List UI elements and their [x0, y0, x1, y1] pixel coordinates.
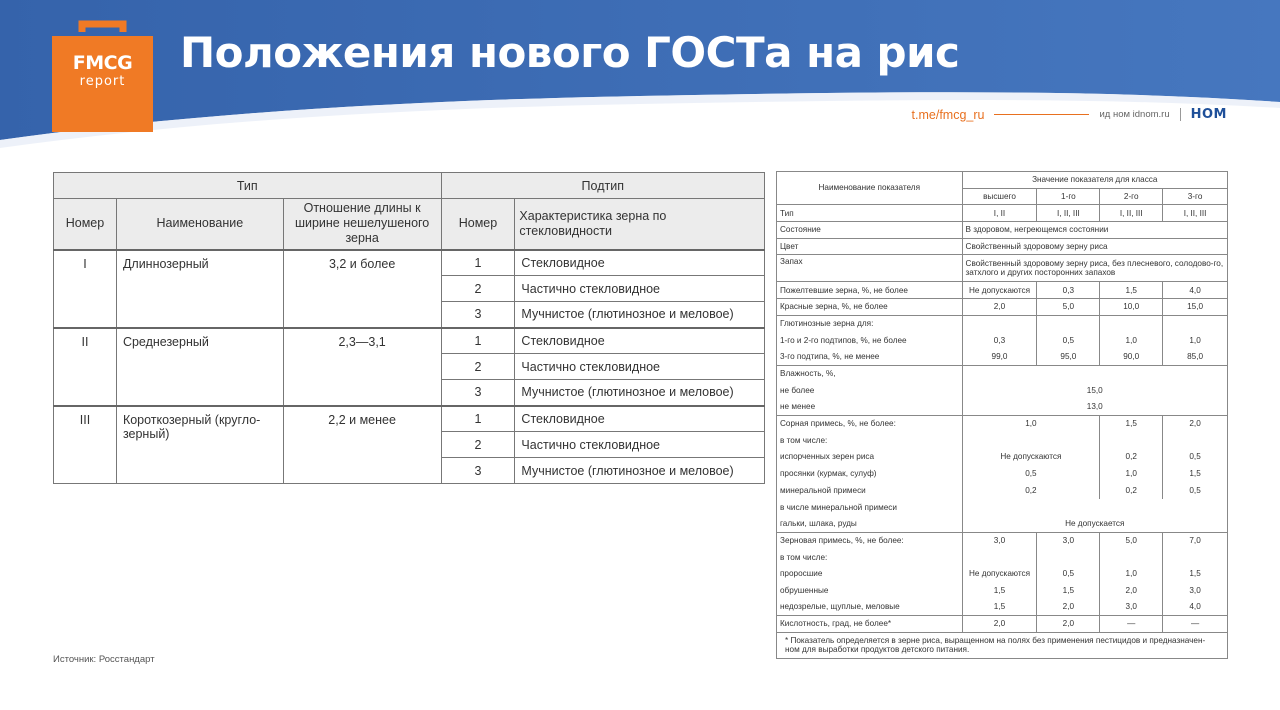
header-subtype: Подтип	[441, 173, 764, 199]
cell-value: 1,5	[1163, 566, 1228, 583]
row-label: в том числе:	[777, 432, 963, 449]
row-label: минеральной примеси	[777, 482, 963, 499]
cell-value: 1,5	[1163, 466, 1228, 483]
table-row	[777, 255, 1228, 282]
cell-value: 1,0	[1100, 332, 1163, 349]
logo-text-report: report	[79, 74, 126, 89]
cell-value: 3,0	[962, 532, 1037, 549]
subtype-characteristic: Стекловидное	[515, 250, 765, 276]
row-label: 3-го подтипа, %, не менее	[777, 349, 963, 366]
row-label: Цвет	[777, 238, 963, 255]
cell-value: 2,0	[1037, 599, 1100, 616]
row-label: 1-го и 2-го подтипов, %, не более	[777, 332, 963, 349]
subtype-characteristic: Мучнистое (глютинозное и меловое)	[515, 380, 765, 406]
table-row	[777, 616, 1228, 633]
source-note: Источник: Росстандарт	[53, 654, 155, 665]
cell-value: 1,5	[1100, 415, 1163, 432]
row-label: гальки, шлака, руды	[777, 516, 963, 533]
type-ratio: 2,3—3,1	[283, 328, 441, 406]
cell-value: 0,2	[1100, 449, 1163, 466]
cell-value: 0,5	[1037, 566, 1100, 583]
table-row	[777, 466, 1228, 483]
cell-value: 2,0	[962, 616, 1037, 633]
type-number: II	[54, 328, 117, 406]
footnote: * Показатель определяется в зерне риса, выращенном на полях без применения пестицидов и предназначен-ном для выработки продуктов детского питания.	[777, 632, 1228, 658]
subtype-characteristic: Стекловидное	[515, 406, 765, 432]
cell-value: 0,5	[1037, 332, 1100, 349]
cell-value: —	[1163, 616, 1228, 633]
cell-value: I, II, III	[1163, 205, 1228, 222]
table-row	[777, 582, 1228, 599]
row-label: проросшие	[777, 566, 963, 583]
table-row	[54, 328, 765, 354]
row-label: Тип	[777, 205, 963, 222]
col-number: Номер	[54, 199, 117, 250]
row-label: Влажность, %,	[777, 365, 963, 382]
table-row	[777, 415, 1228, 432]
row-label: Зерновая примесь, %, не более:	[777, 532, 963, 549]
cell-value: 85,0	[1163, 349, 1228, 366]
cell-value: Не допускается	[962, 516, 1227, 533]
subtype-number: 1	[441, 250, 515, 276]
cell-value: 0,5	[962, 466, 1100, 483]
cell-value: 1,5	[1037, 582, 1100, 599]
row-label: Сорная примесь, %, не более:	[777, 415, 963, 432]
cell-value: I, II, III	[1100, 205, 1163, 222]
type-name: Длиннозерный	[116, 250, 283, 328]
cell-value: 2,0	[1100, 582, 1163, 599]
row-label: Пожелтевшие зерна, %, не более	[777, 282, 963, 299]
subtype-number: 1	[441, 406, 515, 432]
cell-value: 3,0	[1037, 532, 1100, 549]
subtype-number: 3	[441, 302, 515, 328]
col-indicator-name: Наименование показателя	[777, 172, 963, 205]
cell-value: 10,0	[1100, 299, 1163, 316]
cell-value: 2,0	[962, 299, 1037, 316]
cell-value: 15,0	[1163, 299, 1228, 316]
nom-logo: НОМ	[1190, 107, 1227, 122]
col-class-2: 2-го	[1100, 188, 1163, 205]
subtype-characteristic: Частично стекловидное	[515, 354, 765, 380]
table-row	[777, 238, 1228, 255]
type-ratio: 2,2 и менее	[283, 406, 441, 484]
cell-value: 2,0	[1037, 616, 1100, 633]
cell-value: 0,5	[1163, 449, 1228, 466]
cell-value: 4,0	[1163, 282, 1228, 299]
cell-value: 1,0	[962, 415, 1100, 432]
table-row	[777, 332, 1228, 349]
subtype-characteristic: Мучнистое (глютинозное и меловое)	[515, 302, 765, 328]
cell-value: 1,0	[1163, 332, 1228, 349]
subtype-number: 2	[441, 276, 515, 302]
cell-value: 1,0	[1100, 566, 1163, 583]
table-row	[777, 432, 1228, 449]
cell-value: 3,0	[1163, 582, 1228, 599]
cell-value: 0,2	[1100, 482, 1163, 499]
type-ratio: 3,2 и более	[283, 250, 441, 328]
table-row	[54, 406, 765, 432]
table-row	[777, 499, 1228, 516]
row-label: в числе минеральной примеси	[777, 499, 963, 516]
subtype-number: 3	[441, 458, 515, 484]
row-label: испорченных зерен риса	[777, 449, 963, 466]
table-row	[777, 299, 1228, 316]
cell-value: I, II	[962, 205, 1037, 222]
cell-value: 2,0	[1163, 415, 1228, 432]
row-label: Состояние	[777, 222, 963, 239]
table-row	[777, 365, 1228, 382]
cell-value: —	[1100, 616, 1163, 633]
type-number: III	[54, 406, 117, 484]
col-sub-number: Номер	[441, 199, 515, 250]
col-name: Наименование	[116, 199, 283, 250]
table-row	[777, 205, 1228, 222]
cell-value: I, II, III	[1037, 205, 1100, 222]
header-links	[912, 107, 1227, 122]
table-row	[777, 222, 1228, 239]
divider-line	[994, 114, 1089, 115]
row-label: обрушенные	[777, 582, 963, 599]
row-label: просянки (курмак, сулуф)	[777, 466, 963, 483]
cell-value: 1,5	[962, 599, 1037, 616]
cell-value: 95,0	[1037, 349, 1100, 366]
table-row	[777, 399, 1228, 416]
cell-value: 1,5	[1100, 282, 1163, 299]
col-class-1: 1-го	[1037, 188, 1100, 205]
cell-value: Не допускаются	[962, 566, 1037, 583]
cell-value: 13,0	[962, 399, 1227, 416]
type-name: Короткозерный (кругло-зерный)	[116, 406, 283, 484]
cell-value: Не допускаются	[962, 449, 1100, 466]
row-label: Красные зерна, %, не более	[777, 299, 963, 316]
row-label: в том числе:	[777, 549, 963, 566]
row-label: Кислотность, град, не более*	[777, 616, 963, 633]
cell-value: 0,3	[962, 332, 1037, 349]
table-row	[777, 632, 1228, 658]
col-class-3: 3-го	[1163, 188, 1228, 205]
row-label: недозрелые, щуплые, меловые	[777, 599, 963, 616]
col-class-top: высшего	[962, 188, 1037, 205]
subtype-number: 2	[441, 432, 515, 458]
telegram-link[interactable]: t.me/fmcg_ru	[911, 107, 985, 122]
col-class-value: Значение показателя для класса	[962, 172, 1227, 189]
table-row	[777, 566, 1228, 583]
row-label: Глютинозные зерна для:	[777, 315, 963, 332]
cell-value: Не допускаются	[962, 282, 1037, 299]
fmcg-report-logo	[52, 20, 153, 132]
row-label: не более	[777, 382, 963, 399]
row-label: не менее	[777, 399, 963, 416]
col-sub-characteristic: Характеристика зерна по стекловидности	[515, 199, 765, 250]
cell-value: 99,0	[962, 349, 1037, 366]
table-row	[777, 516, 1228, 533]
row-label: Запах	[777, 255, 963, 282]
cell-value: 4,0	[1163, 599, 1228, 616]
cell-value: 15,0	[962, 382, 1227, 399]
rice-norms-table	[776, 171, 1228, 659]
cell-value: 1,0	[1100, 466, 1163, 483]
table-row	[777, 349, 1228, 366]
cell-value: Свойственный здоровому зерну риса, без плесневого, солодово-го, затхлого и других посторонних запахов	[962, 255, 1227, 282]
page-title: Положения нового ГОСТа на рис	[180, 28, 960, 77]
cell-value: 7,0	[1163, 532, 1228, 549]
table-row	[777, 549, 1228, 566]
subtype-number: 3	[441, 380, 515, 406]
cell-value: В здоровом, негреющемся состоянии	[962, 222, 1227, 239]
subtype-characteristic: Частично стекловидное	[515, 432, 765, 458]
cell-value: 3,0	[1100, 599, 1163, 616]
subtype-characteristic: Мучнистое (глютинозное и меловое)	[515, 458, 765, 484]
subtype-number: 1	[441, 328, 515, 354]
cell-value: 1,5	[962, 582, 1037, 599]
cell-value: 0,2	[962, 482, 1100, 499]
cell-value: 90,0	[1100, 349, 1163, 366]
rice-types-table	[53, 172, 765, 484]
cell-value: 0,3	[1037, 282, 1100, 299]
subtype-number: 2	[441, 354, 515, 380]
type-name: Среднезерный	[116, 328, 283, 406]
header-type: Тип	[54, 173, 442, 199]
col-ratio: Отношение длины к ширине нешелушеного зерна	[283, 199, 441, 250]
table-row	[777, 599, 1228, 616]
cell-value: 5,0	[1100, 532, 1163, 549]
divider-pipe	[1180, 108, 1181, 121]
table-row	[54, 250, 765, 276]
subtype-characteristic: Частично стекловидное	[515, 276, 765, 302]
cell-value: Свойственный здоровому зерну риса	[962, 238, 1227, 255]
cell-value: 5,0	[1037, 299, 1100, 316]
type-number: I	[54, 250, 117, 328]
publisher-text: ид ном idnom.ru	[1099, 109, 1170, 120]
table-row	[777, 482, 1228, 499]
table-row	[777, 282, 1228, 299]
subtype-characteristic: Стекловидное	[515, 328, 765, 354]
cell-value: 0,5	[1163, 482, 1228, 499]
logo-text-fmcg: FMCG	[72, 52, 133, 74]
table-row	[777, 449, 1228, 466]
table-row	[777, 315, 1228, 332]
table-row	[777, 532, 1228, 549]
table-row	[777, 382, 1228, 399]
